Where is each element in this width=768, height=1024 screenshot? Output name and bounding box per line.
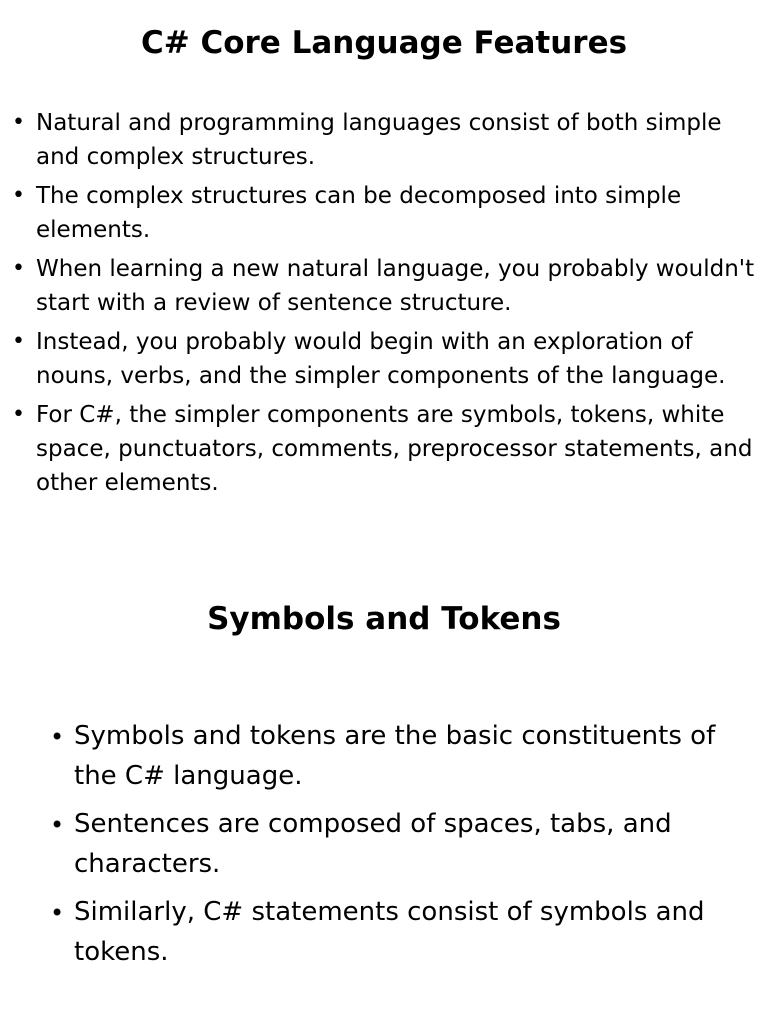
bullet-text: Natural and programming languages consist of both simple and complex structures. [36,110,722,170]
list-item [12,106,760,174]
list-item [12,325,760,393]
list-item [12,252,760,320]
bullet-icon: • [50,899,65,927]
bullet-text: Instead, you probably would begin with an exploration of nouns, verbs, and the simpler components of the language. [36,329,726,389]
bullet-list [12,106,760,505]
list-item [12,179,760,247]
list-item [50,804,754,884]
bullet-text: The complex structures can be decomposed into simple elements. [36,183,682,243]
list-item [12,398,760,500]
bullet-icon: • [50,811,65,839]
section-title: C# Core Language Features [140,25,628,61]
bullet-icon: • [12,402,25,427]
bullet-text: For C#, the simpler components are symbols, tokens, white space, punctuators, comments, preprocessor statements, and other elements. [36,402,753,496]
bullet-text: When learning a new natural language, you probably wouldn't start with a review of sentence structure. [36,256,755,316]
bullet-icon: • [12,183,25,208]
list-item [50,716,754,796]
section-title: Symbols and Tokens [207,601,561,637]
bullet-text: Similarly, C# statements consist of symbols and tokens. [74,897,705,967]
bullet-icon: • [12,256,25,281]
bullet-icon: • [12,110,25,135]
list-item [50,892,754,972]
bullet-icon: • [50,723,65,751]
bullet-text: Sentences are composed of spaces, tabs, and characters. [74,809,672,879]
bullet-list [50,716,754,980]
bullet-icon: • [12,329,25,354]
bullet-text: Symbols and tokens are the basic constituents of the C# language. [74,721,716,791]
